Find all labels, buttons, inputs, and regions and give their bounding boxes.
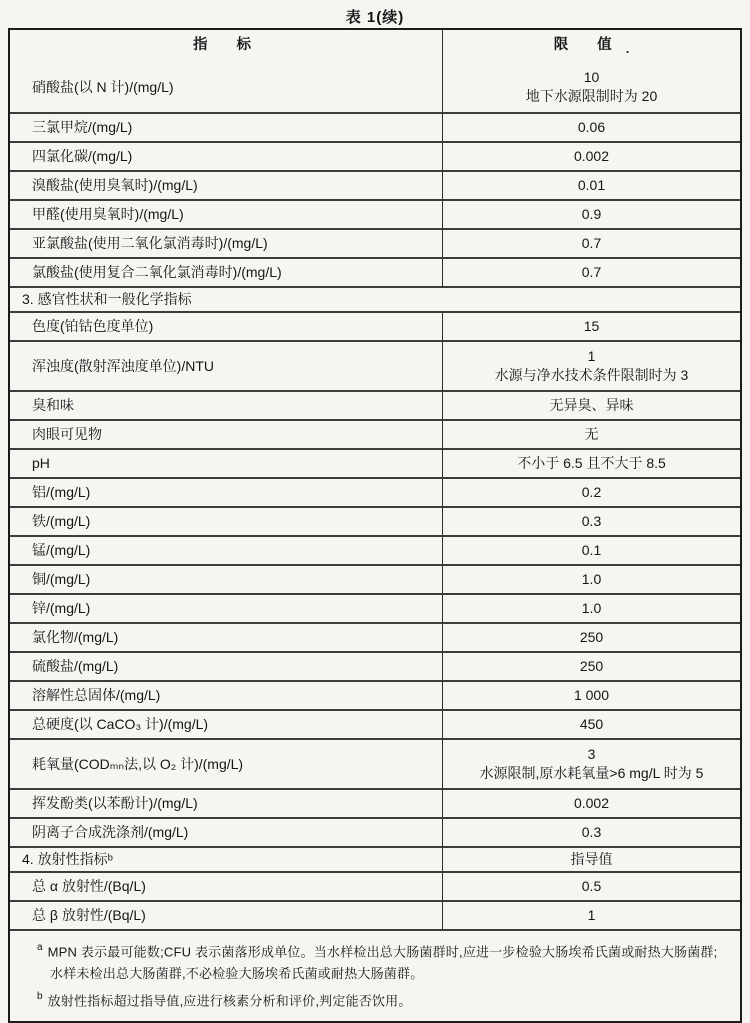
limit-value-line: 指导值 <box>570 851 613 868</box>
footnotes-block <box>10 929 740 1021</box>
indicator-cell: 阴离子合成洗涤剂/(mg/L) <box>32 824 189 841</box>
indicator-cell: 甲醛(使用臭氧时)/(mg/L) <box>32 206 184 223</box>
table-row <box>10 170 740 199</box>
indicator-cell: 铜/(mg/L) <box>32 571 91 588</box>
limit-value-line: 0.06 <box>577 119 606 136</box>
limit-value-line: 250 <box>579 629 604 646</box>
limit-value-line: 0.01 <box>577 177 606 194</box>
column-header-limit-label: 限 值 <box>553 37 612 54</box>
footnote <box>37 989 722 1012</box>
footnote-text: MPN 表示最可能数;CFU 表示菌落形成单位。当水样检出总大肠菌群时,应进一步检验大肠埃希氏菌或耐热大肠菌群;水样未检出总大肠菌群,不必检验大肠埃希氏菌或耐热大肠菌群。 <box>47 944 718 982</box>
limit-cell <box>442 848 740 871</box>
table-header-row <box>10 30 740 62</box>
table-row <box>10 817 740 846</box>
indicator-cell: 氯化物/(mg/L) <box>32 629 119 646</box>
indicator-cell: 铁/(mg/L) <box>32 513 91 530</box>
limit-value-line: 0.002 <box>573 795 610 812</box>
limit-cell <box>442 62 740 112</box>
table-row <box>10 340 740 390</box>
table-row <box>10 535 740 564</box>
limit-value-line: 450 <box>579 716 604 733</box>
table-row <box>10 871 740 900</box>
column-header-limit <box>442 30 740 62</box>
limit-value-line: 1.0 <box>581 600 602 617</box>
limit-value-line: 1 000 <box>573 687 610 704</box>
limit-cell <box>442 537 740 564</box>
table-row <box>10 680 740 709</box>
table-row <box>10 286 740 311</box>
indicator-cell: 锌/(mg/L) <box>32 600 91 617</box>
table-row <box>10 419 740 448</box>
table-row <box>10 228 740 257</box>
table-row <box>10 112 740 141</box>
limit-cell <box>442 653 740 680</box>
limit-value-line: 0.3 <box>581 824 602 841</box>
indicator-cell: 溴酸盐(使用臭氧时)/(mg/L) <box>32 177 198 194</box>
table-row <box>10 199 740 228</box>
limit-value-line: 水源限制,原水耗氧量>6 mg/L 时为 5 <box>479 765 704 781</box>
limit-cell <box>442 230 740 257</box>
limit-value-line: 0.5 <box>581 878 602 895</box>
indicator-cell: 铝/(mg/L) <box>32 484 91 501</box>
limit-value-line: 250 <box>579 658 604 675</box>
limit-cell <box>442 421 740 448</box>
limit-cell <box>442 566 740 593</box>
limit-cell <box>442 711 740 738</box>
footnote <box>37 940 722 986</box>
indicator-cell: pH <box>32 455 50 472</box>
table-row <box>10 846 740 871</box>
limit-cell <box>442 143 740 170</box>
limit-value-line: 3 <box>587 746 596 763</box>
table-row <box>10 448 740 477</box>
water-quality-table <box>8 28 742 1023</box>
limit-cell <box>442 201 740 228</box>
table-row <box>10 738 740 788</box>
table-row <box>10 141 740 170</box>
column-header-indicator: 指 标 <box>193 37 251 54</box>
limit-value-line: 10 <box>583 69 600 86</box>
limit-cell <box>442 819 740 846</box>
scan-artifact-dot: . <box>625 41 630 57</box>
limit-cell <box>442 740 740 788</box>
limit-cell <box>442 624 740 651</box>
limit-cell <box>442 114 740 141</box>
indicator-cell: 硫酸盐/(mg/L) <box>32 658 119 675</box>
limit-value-line: 无 <box>584 426 599 443</box>
indicator-cell: 总 α 放射性/(Bq/L) <box>32 878 146 895</box>
limit-value-line: 地下水源限制时为 20 <box>525 88 658 104</box>
limit-cell <box>442 342 740 390</box>
limit-cell <box>442 172 740 199</box>
limit-cell <box>442 479 740 506</box>
footnote-marker: a <box>37 942 43 953</box>
indicator-cell: 浑浊度(散射浑浊度单位)/NTU <box>32 357 214 374</box>
indicator-cell: 四氯化碳/(mg/L) <box>32 148 133 165</box>
limit-value-line: 0.9 <box>581 206 602 223</box>
table-row <box>10 564 740 593</box>
limit-value-line: 0.7 <box>581 264 602 281</box>
indicator-cell: 臭和味 <box>32 397 74 414</box>
limit-value-line: 1.0 <box>581 571 602 588</box>
table-row <box>10 622 740 651</box>
limit-cell <box>442 902 740 929</box>
limit-value-line: 水源与净水技术条件限制时为 3 <box>494 367 689 383</box>
indicator-cell: 溶解性总固体/(mg/L) <box>32 687 161 704</box>
limit-value-line: 0.002 <box>573 148 610 165</box>
limit-cell <box>442 450 740 477</box>
limit-value-line: 0.2 <box>581 484 602 501</box>
limit-value-line: 无异臭、异味 <box>549 397 634 414</box>
limit-cell <box>442 392 740 419</box>
table-row <box>10 593 740 622</box>
indicator-cell: 色度(铂钴色度单位) <box>32 318 154 335</box>
table-row <box>10 62 740 112</box>
limit-cell <box>442 595 740 622</box>
limit-value-line: 0.7 <box>581 235 602 252</box>
table-row <box>10 311 740 340</box>
footnote-text: 放射性指标超过指导值,应进行核素分析和评价,判定能否饮用。 <box>47 992 412 1008</box>
footnote-marker: b <box>37 990 43 1002</box>
table-row <box>10 651 740 680</box>
indicator-cell: 氯酸盐(使用复合二氧化氯消毒时)/(mg/L) <box>32 264 282 281</box>
indicator-cell: 三氯甲烷/(mg/L) <box>32 119 133 136</box>
limit-cell <box>442 259 740 286</box>
table-row <box>10 709 740 738</box>
indicator-cell: 亚氯酸盐(使用二氧化氯消毒时)/(mg/L) <box>32 235 268 252</box>
table-row <box>10 257 740 286</box>
limit-cell <box>442 313 740 340</box>
page-title: 表 1(续) <box>345 9 405 26</box>
indicator-cell: 挥发酚类(以苯酚计)/(mg/L) <box>32 795 198 812</box>
limit-cell <box>442 508 740 535</box>
table-row <box>10 390 740 419</box>
limit-value-line: 15 <box>583 318 600 335</box>
limit-cell <box>442 873 740 900</box>
indicator-cell: 总硬度(以 CaCO₃ 计)/(mg/L) <box>32 716 209 733</box>
table-row <box>10 900 740 929</box>
limit-value-line: 不小于 6.5 且不大于 8.5 <box>517 455 666 472</box>
table-row <box>10 788 740 817</box>
table-rows-container <box>10 62 740 929</box>
section-header-cell: 3. 感官性状和一般化学指标 <box>22 291 192 308</box>
indicator-cell: 硝酸盐(以 N 计)/(mg/L) <box>32 78 174 95</box>
indicator-cell: 肉眼可见物 <box>32 426 102 443</box>
limit-cell <box>442 682 740 709</box>
limit-value-line: 0.3 <box>581 513 602 530</box>
indicator-cell: 耗氧量(CODₘₙ法,以 O₂ 计)/(mg/L) <box>32 755 244 772</box>
limit-cell <box>442 790 740 817</box>
limit-value-line: 1 <box>587 907 596 924</box>
limit-value-line: 0.1 <box>581 542 602 559</box>
indicator-cell: 锰/(mg/L) <box>32 542 91 559</box>
indicator-cell: 4. 放射性指标ᵇ <box>22 851 113 868</box>
limit-value-line: 1 <box>587 348 596 365</box>
table-row <box>10 477 740 506</box>
indicator-cell: 总 β 放射性/(Bq/L) <box>32 907 146 924</box>
table-row <box>10 506 740 535</box>
